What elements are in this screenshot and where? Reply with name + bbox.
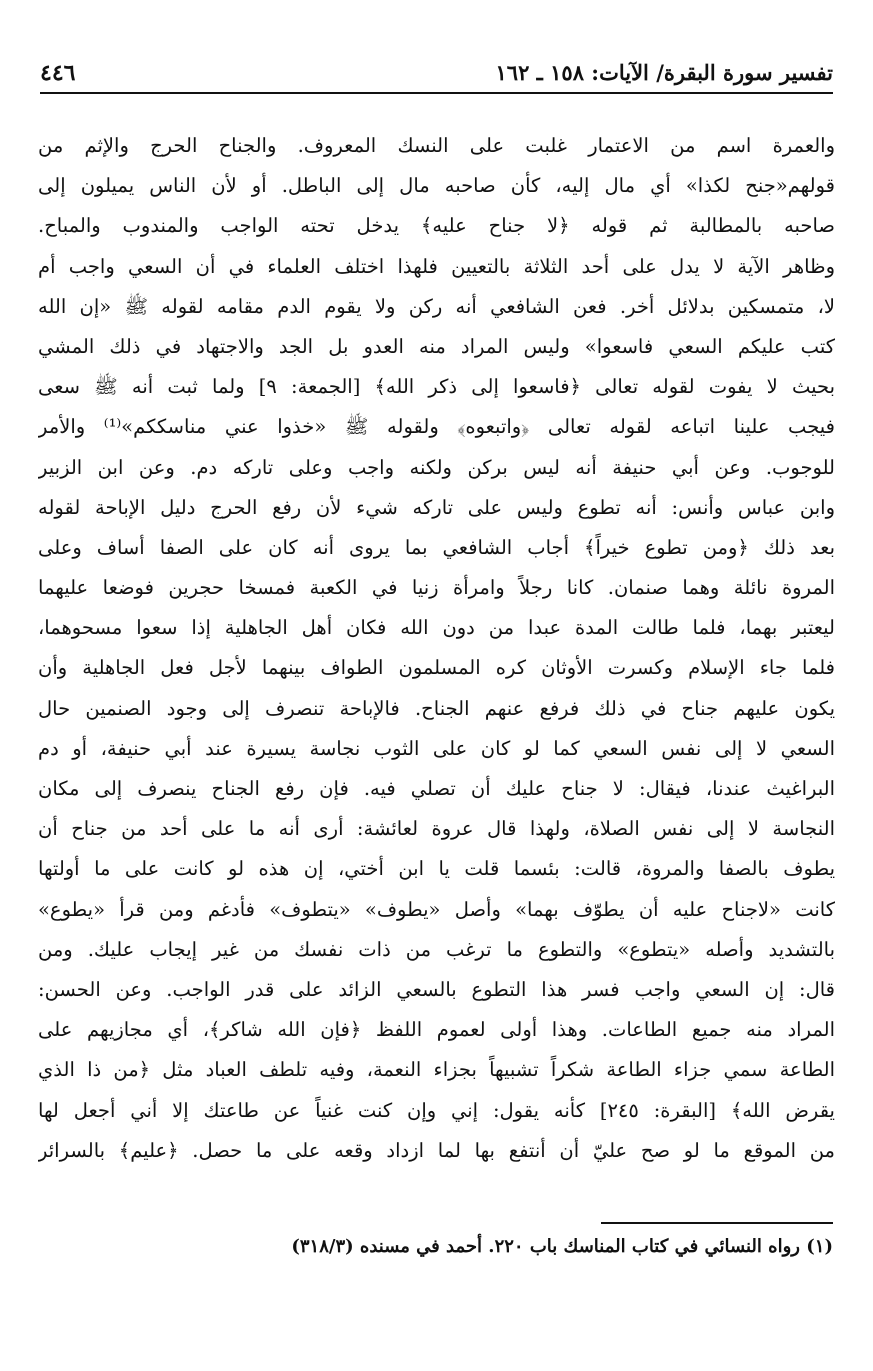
text-line: يكون عليهم جناح في ذلك فرفع عنهم الجناح. فالإباحة تنصرف إلى وجود الصنمين حال xyxy=(38,696,835,720)
text-line: قال: إن السعي واجب فسر هذا التطوع بالسعي الزائد على قدر الواجب. وعن الحسن: xyxy=(38,977,835,1001)
footnote-rule xyxy=(601,1222,833,1224)
text-line: وابن عباس وأنس: أنه تطوع وليس على تاركه شيء لأن رفع الحرج دليل الإباحة لقوله xyxy=(38,495,835,519)
text-line: بالتشديد وأصله «يتطوع» والتطوع ما ترغب من ذات نفسك من غير إيجاب عليك. ومن xyxy=(38,937,835,961)
running-title: تفسير سورة البقرة/ الآيات: ١٥٨ ـ ١٦٢ xyxy=(495,60,833,85)
text-line: قولهم«جنح لكذا» أي مال إليه، كأن صاحبه مال إلى الباطل. أو لأن الناس يميلون إلى xyxy=(38,174,835,198)
text-line: البراغيث عندنا، فيقال: لا جناح عليك أن تصلي فيه. فإن رفع الجناح ينصرف إلى مكان xyxy=(38,777,835,800)
text-line: صاحبه بالمطالبة ثم قوله ﴿لا جناح عليه﴾ يدخل تحته الواجب والمندوب والمباح. xyxy=(38,214,835,238)
text-line: ليعتبر بهما، فلما طالت المدة عبدا من دون الله فكان أهل الجاهلية إذا سعوا مسحوهما، xyxy=(38,616,835,640)
text-line: فيجب علينا اتباعه لقوله تعالى ﴿واتبعوه﴾ ولقوله ﷺ «خذوا عني مناسككم»⁽¹⁾ والأمر xyxy=(38,415,835,439)
text-line: والعمرة اسم من الاعتمار غلبت على النسك المعروف. والجناح الحرج والإثم من xyxy=(38,134,835,157)
text-line: فلما جاء الإسلام وكسرت الأوثان كره المسلمون الطواف بينهما لأجل فعل الجاهلية وأن xyxy=(38,656,835,680)
text-line: من الموقع ما لو صح عليّ أن أنتفع بها لما ازداد وقعه على ما حصل. ﴿عليم﴾ بالسرائر xyxy=(38,1138,835,1162)
text-line: بحيث لا يفوت لقوله تعالى ﴿فاسعوا إلى ذكر الله﴾ [الجمعة: ٩] ولما ثبت أنه ﷺ سعى xyxy=(38,375,835,399)
page-header xyxy=(40,50,833,94)
footnote: (١) رواه النسائي في كتاب المناسك باب ٢٢٠. أحمد في مسنده (٣١٨/٣) xyxy=(291,1236,833,1257)
text-line: الطاعة سمي جزاء الطاعة شكراً تشبيهاً بجزاء النعمة، وفيه تلطف العباد مثل ﴿من ذا الذي xyxy=(38,1058,835,1082)
header-rule xyxy=(40,92,833,94)
text-line: لا، متمسكين بدلائل أخر. فعن الشافعي أنه ركن ولا يقوم الدم مقامه لقوله ﷺ «إن الله xyxy=(38,294,835,318)
page-number: ٤٤٦ xyxy=(40,60,76,86)
text-line: للوجوب. وعن أبي حنيفة أنه ليس بركن ولكنه واجب وعلى تاركه دم. وعن ابن الزبير xyxy=(38,455,835,479)
body-text xyxy=(38,126,835,1171)
text-line: يقرض الله﴾ [البقرة: ٢٤٥] كأنه يقول: إني وإن كنت غنياً عن طاعتك إلا أني أجعل لها xyxy=(38,1098,835,1122)
text-line: المراد منه جميع الطاعات. وهذا أولى لعموم اللفظ ﴿فإن الله شاكر﴾، أي مجازيهم على xyxy=(38,1018,835,1042)
text-line: وظاهر الآية لا يدل على أحد الثلاثة بالتعيين فلهذا اختلف العلماء في أن السعي واجب أم xyxy=(38,254,835,278)
text-line: النجاسة لا إلى نفس الصلاة، ولهذا قال عروة لعائشة: أرى أنه ما على أحد من جناح أن xyxy=(38,817,835,841)
text-line: يطوف بالصفا والمروة، قالت: بئسما قلت يا ابن أختي، إن هذه لو كانت على ما أولتها xyxy=(38,857,835,881)
text-line: السعي لا إلى نفس السعي كما لو كان على الثوب نجاسة يسيرة عند أبي حنيفة، أو دم xyxy=(38,736,835,760)
text-line: كانت «لاجناح عليه أن يطوّف بهما» وأصل «يطوف» «يتطوف» فأدغم ومن قرأ «يطوع» xyxy=(38,897,835,921)
text-line: كتب عليكم السعي فاسعوا» وليس المراد منه العدو بل الجد والاجتهاد في ذلك المشي xyxy=(38,334,835,358)
text-line: المروة نائلة وهما صنمان. كانا رجلاً وامرأة زنيا في الكعبة فمسخا حجرين فوضعا عليهما xyxy=(38,576,835,600)
text-line: بعد ذلك ﴿ومن تطوع خيراً﴾ أجاب الشافعي بما يروى أنه كان على الصفا أساف وعلى xyxy=(38,535,835,559)
